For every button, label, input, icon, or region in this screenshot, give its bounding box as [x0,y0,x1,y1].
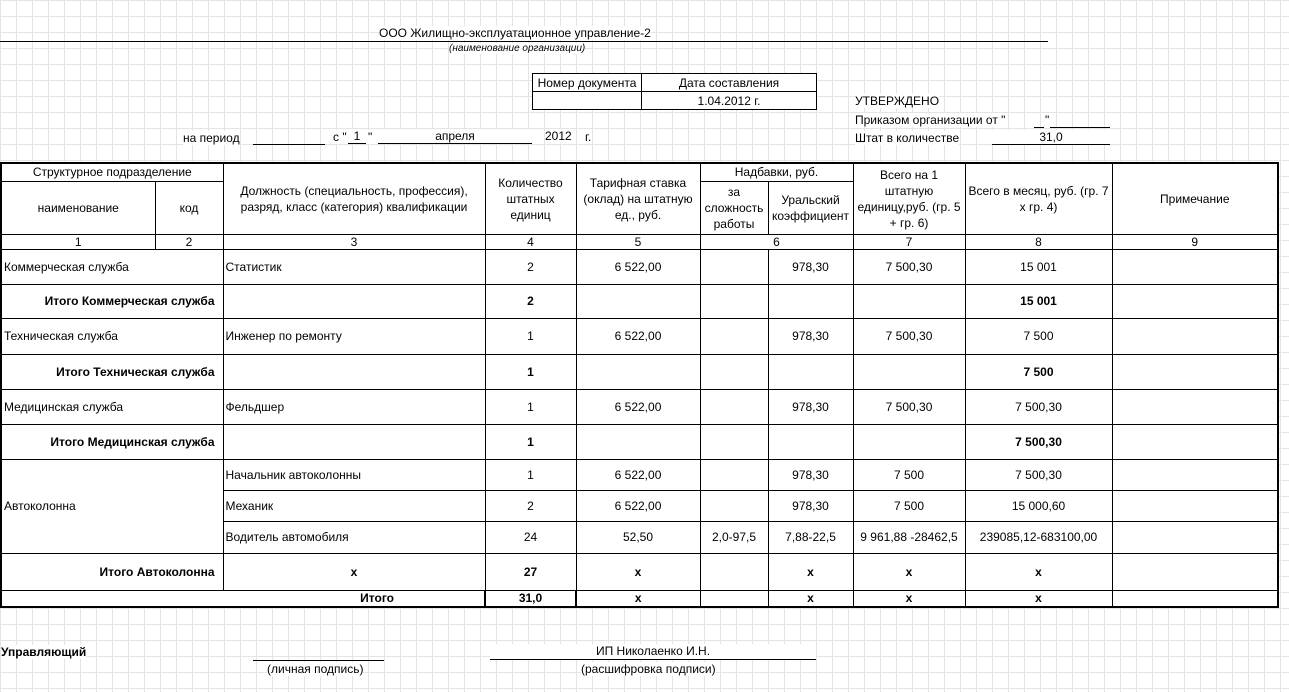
header-bonuses: Надбавки, руб. [700,163,853,181]
note [1112,459,1278,490]
total-per-month: 7 500,30 [965,389,1112,424]
note [1112,590,1278,607]
header-rate: Тарифная ставка (оклад) на штатную ед., руб. [576,163,700,234]
tariff-rate [576,354,700,389]
position-name: Начальник автоколонны [223,459,485,490]
total-per-month: 7 500 [965,354,1112,389]
staff-count: 1 [485,318,576,354]
tariff-rate: 52,50 [576,521,700,553]
dept-name: Автоколонна [1,459,223,553]
bonus-ural: х [768,590,853,607]
note [1112,424,1278,459]
header-total-unit: Всего на 1 штатную единицу,руб. (гр. 5 + гр. 6) [853,163,965,234]
total-per-unit: х [853,553,965,590]
bonus-complexity [700,318,768,354]
org-caption: (наименование организации) [449,43,586,54]
total-per-month: 15 001 [965,249,1112,284]
staff-count: 2 [485,490,576,521]
bonus-complexity [700,459,768,490]
grand-total-row [1,590,1278,607]
approved-label: УТВЕРЖДЕНО [855,94,940,108]
total-per-month: х [965,553,1112,590]
tariff-rate: 6 522,00 [576,490,700,521]
from-quote-close: " [368,130,373,144]
position-name: Фельдшер [223,389,485,424]
total-per-month: 7 500,30 [965,424,1112,459]
bonus-complexity: 2,0-97,5 [700,521,768,553]
bonus-ural: 978,30 [768,389,853,424]
bonus-complexity [700,389,768,424]
table-row [1,459,1278,490]
org-name: ООО Жилищно-эксплуатационное управление-2 [379,26,651,40]
tariff-rate: х [576,553,700,590]
bonus-ural: 978,30 [768,490,853,521]
staff-count: 31,0 [485,590,576,607]
bonus-ural: 978,30 [768,249,853,284]
note [1112,521,1278,553]
bonus-ural [768,354,853,389]
total-per-unit: х [853,590,965,607]
header-structural-unit: Структурное подразделение [1,163,223,181]
bonus-ural: 978,30 [768,318,853,354]
staff-count: 1 [485,389,576,424]
dept-name: Техническая служба [1,318,223,354]
note [1112,490,1278,521]
position-name: Инженер по ремонту [223,318,485,354]
period-label: на период [183,131,240,145]
bonus-complexity [700,490,768,521]
total-per-unit: 7 500 [853,459,965,490]
period-blank [253,130,325,145]
bonus-ural [768,424,853,459]
header-bonus-ural: Уральский коэффициент [768,181,853,234]
col-num: 1 [1,234,155,249]
bonus-ural [768,284,853,318]
column-numbers-row [1,234,1278,249]
from-year: 2012 [545,129,572,143]
total-per-unit: 7 500 [853,490,965,521]
tariff-rate: х [576,590,700,607]
doc-date-value: 1.04.2012 г. [642,92,817,110]
tariff-rate: 6 522,00 [576,389,700,424]
doc-number-label: Номер документа [533,74,642,92]
table-row [1,249,1278,284]
total-per-unit [853,424,965,459]
subtotal-row [1,284,1278,318]
total-per-unit [853,284,965,318]
from-month: апреля [378,129,532,144]
total-per-month: 7 500 [965,318,1112,354]
staff-count: 24 [485,521,576,553]
signature-line [253,645,384,661]
note [1112,389,1278,424]
col-num: 7 [853,234,965,249]
document-info-box [532,73,817,110]
total-per-unit: 7 500,30 [853,249,965,284]
header-total-month: Всего в месяц, руб. (гр. 7 х гр. 4) [965,163,1112,234]
signer-name: ИП Николаенко И.Н. [490,644,816,660]
total-per-unit: 7 500,30 [853,389,965,424]
bonus-complexity [700,553,768,590]
bonus-complexity [700,249,768,284]
order-quote-close: " [1045,113,1050,127]
total-per-month: х [965,590,1112,607]
staffing-table [0,162,1279,608]
staff-count-label: Штат в количестве [855,131,960,145]
grand-total-label: Итого [1,590,485,607]
note [1112,354,1278,389]
position-name: Механик [223,490,485,521]
doc-number-value [533,92,642,110]
header-bonus-complexity: за сложность работы [700,181,768,234]
table-row [1,389,1278,424]
subtotal-row [1,354,1278,389]
staff-count: 1 [485,354,576,389]
col-num: 6 [700,234,853,249]
subtotal-label: Итого Техническая служба [1,354,223,389]
org-name-underline [0,41,1048,42]
note [1112,284,1278,318]
position-name [223,424,485,459]
bonus-complexity [700,590,768,607]
col-num: 3 [223,234,485,249]
bonus-ural: 978,30 [768,459,853,490]
position-name: Водитель автомобиля [223,521,485,553]
bonus-complexity [700,354,768,389]
dept-name: Коммерческая служба [1,249,223,284]
tariff-rate [576,284,700,318]
subtotal-label: Итого Коммерческая служба [1,284,223,318]
col-num: 8 [965,234,1112,249]
bonus-ural: х [768,553,853,590]
position-name: Статистик [223,249,485,284]
col-num: 5 [576,234,700,249]
total-per-month: 7 500,30 [965,459,1112,490]
col-num: 9 [1112,234,1278,249]
position-name [223,354,485,389]
note [1112,318,1278,354]
tariff-rate: 6 522,00 [576,318,700,354]
subtotal-label: Итого Медицинская служба [1,424,223,459]
table-row [1,318,1278,354]
position-name [223,284,485,318]
total-per-month: 15 001 [965,284,1112,318]
subtotal-label: Итого Автоколонна [1,553,223,590]
total-per-month: 15 000,60 [965,490,1112,521]
bonus-complexity [700,284,768,318]
staff-count: 2 [485,249,576,284]
position-name: х [223,553,485,590]
header-position: Должность (специальность, профессия), разряд, класс (категория) квалификации [223,163,485,234]
header-note: Примечание [1112,163,1278,234]
order-date-field [1034,113,1044,128]
col-num: 2 [155,234,223,249]
col-num: 4 [485,234,576,249]
header-unit-code: код [155,181,223,234]
year-suffix: г. [585,130,592,144]
note [1112,553,1278,590]
from-day: 1 [348,129,366,144]
from-label: с " [333,130,347,144]
doc-date-label: Дата составления [642,74,817,92]
bonus-complexity [700,424,768,459]
signer-name-caption: (расшифровка подписи) [581,662,716,676]
staff-count: 1 [485,459,576,490]
total-per-unit: 7 500,30 [853,318,965,354]
total-per-unit: 9 961,88 -28462,5 [853,521,965,553]
manager-label: Управляющий [1,645,87,659]
total-per-month: 239085,12-683100,00 [965,521,1112,553]
note [1112,249,1278,284]
order-number-field [1050,113,1110,128]
order-label: Приказом организации от " [855,113,1006,127]
dept-name: Медицинская служба [1,389,223,424]
header-count: Количество штатных единиц [485,163,576,234]
header-unit-name: наименование [1,181,155,234]
staff-count: 27 [485,553,576,590]
tariff-rate [576,424,700,459]
tariff-rate: 6 522,00 [576,459,700,490]
staff-count-value: 31,0 [992,130,1110,145]
bonus-ural: 7,88-22,5 [768,521,853,553]
staff-count: 2 [485,284,576,318]
signature-caption: (личная подпись) [267,662,364,676]
subtotal-row [1,553,1278,590]
staff-count: 1 [485,424,576,459]
tariff-rate: 6 522,00 [576,249,700,284]
total-per-unit [853,354,965,389]
subtotal-row [1,424,1278,459]
